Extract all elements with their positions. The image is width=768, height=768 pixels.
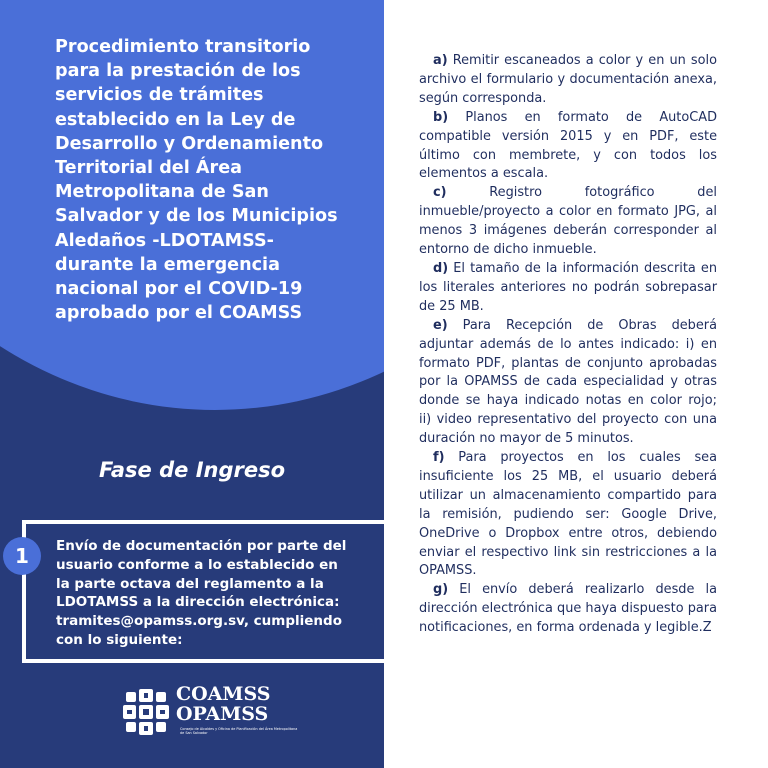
item-text: Registro fotográfico del inmueble/proyecto a color en formato JPG, al menos 3 imágenes deberán corresponder al entorno de dicho inmueble. xyxy=(419,185,717,258)
item-letter: e) xyxy=(433,317,448,333)
item-text: Planos en formato de AutoCAD compatible versión 2015 y en PDF, este último con membrete, y con todos los elementos a escala. xyxy=(419,109,717,182)
item-text: El tamaño de la información descrita en los literales anteriores no podrán sobrepasar de 25 MB. xyxy=(419,260,717,314)
logo-mark-icon xyxy=(122,688,170,736)
item-text: El envío deberá realizarlo desde la dirección electrónica que haya dispuesto para notificaciones, en forma ordenada y legible.Z xyxy=(419,582,717,636)
item-letter: b) xyxy=(433,109,449,125)
requirements-list xyxy=(419,52,717,638)
requirement-item xyxy=(419,581,717,638)
item-letter: d) xyxy=(433,260,449,276)
item-text: Para proyectos en los cuales sea insuficiente los 25 MB, el usuario deberá utilizar un almacenamiento compartido para la remisión, pudiendo ser: Google Drive, OneDrive o Dropbox entre otros, debiendo enviar el respectivo link sin restricciones a la OPAMSS. xyxy=(419,450,717,579)
requirement-item xyxy=(419,449,717,581)
requirement-item xyxy=(419,109,717,185)
step-number-badge: 1 xyxy=(3,537,41,575)
logo-subtitle: Consejo de Alcaldes y Oficina de Planificación del Área Metropolitana de San Salvador xyxy=(180,727,298,736)
item-letter: f) xyxy=(433,450,445,466)
logo-text-opamss: OPAMSS xyxy=(176,703,269,725)
requirement-item xyxy=(419,52,717,109)
logo-text-coamss: COAMSS xyxy=(176,683,271,705)
item-text: Remitir escaneados a color y en un solo archivo el formulario y documentación anexa, según corresponda. xyxy=(419,53,717,106)
item-letter: g) xyxy=(433,582,449,598)
step-description: Envío de documentación por parte del usuario conforme a lo establecido en la parte octava del reglamento a la LDOTAMSS a la dirección electrónica: tramites@opamss.org.sv, cumpliendo con lo siguiente: xyxy=(56,538,347,648)
requirement-item xyxy=(419,260,717,317)
phase-title: Fase de Ingreso xyxy=(98,458,286,482)
requirement-item xyxy=(419,184,717,260)
item-letter: c) xyxy=(433,185,447,201)
page-title: Procedimiento transitorio para la prestación de los servicios de trámites establecido en la Ley de Desarrollo y Ordenamiento Territorial del Área Metropolitana de San Salvador y de los Municipios Aledaños -LDOTAMSS- durante la emergencia nacional por el COVID-19 aprobado por el COAMSS xyxy=(55,37,338,324)
item-letter: a) xyxy=(433,53,448,68)
item-text: Para Recepción de Obras deberá adjuntar además de lo antes indicado: i) en formato PDF, plantas de conjunto aprobadas por la OPAMSS de cada especialidad y otras donde se haya indicado notas en color rojo; ii) video representativo del proyecto con una duración no mayor de 5 minutos. xyxy=(419,317,717,447)
requirement-item xyxy=(419,317,717,449)
coamss-opamss-logo xyxy=(122,683,298,739)
